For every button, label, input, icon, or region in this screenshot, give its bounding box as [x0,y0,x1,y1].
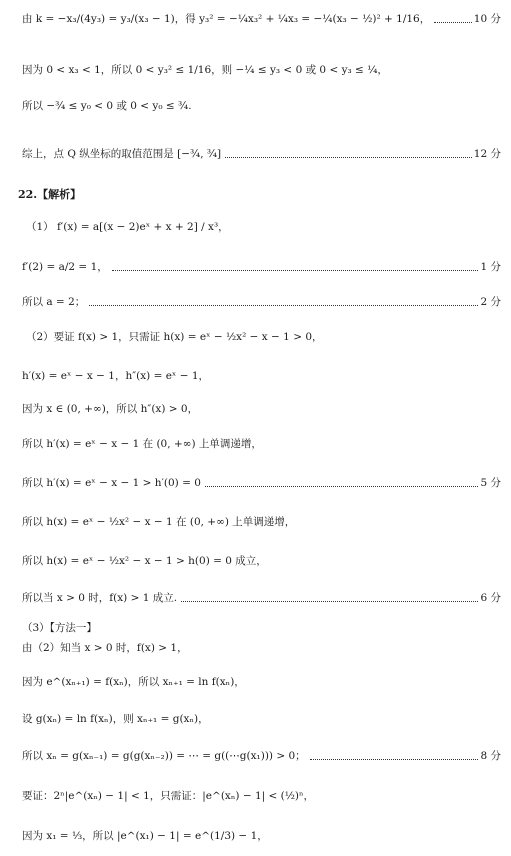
leader-dots [181,594,478,602]
line-text: 所以 −¾ ≤ y₀ < 0 或 0 < y₀ ≤ ¾. [22,100,192,112]
line-text: 所以 h(x) = eˣ − ½x² − x − 1 在 (0, +∞) 上单调递增， [22,516,296,528]
line-text: 因为 0 < x₃ < 1，所以 0 < y₃² ≤ 1/16，则 −¼ ≤ y₃ < 0 或 0 < y₃ ≤ ¼， [22,64,388,76]
line-text: h′(x) = eˣ − x − 1，h″(x) = eˣ − 1， [22,370,210,382]
line-to-prove [22,789,501,803]
line-h-prime-positive [22,476,501,490]
line-define-g [22,712,501,726]
line-text: 要证：2ⁿ|e^(xₙ) − 1| < 1，只需证：|e^(xₙ) − 1| < (½)ⁿ， [22,790,315,802]
leader-dots [225,150,472,158]
line-conclusion [22,147,501,161]
line-part3-heading [22,621,501,635]
line-text: 所以当 x > 0 时，f(x) > 1 成立. [22,592,178,604]
score-label: 2 分 [480,296,501,308]
leader-dots [89,298,478,306]
line-xn-positive [22,749,501,763]
line-recurrence [22,675,501,689]
line-text: （2）要证 f(x) > 1，只需证 h(x) = eˣ − ½x² − x − 1 > 0， [26,331,323,343]
leader-dots [205,479,479,487]
line-h-increasing [22,515,501,529]
line-part2-conclusion [22,591,501,605]
line-text: 所以 h(x) = eˣ − ½x² − x − 1 > h(0) = 0 成立， [22,555,267,567]
line-text: 所以 h′(x) = eˣ − x − 1 在 (0, +∞) 上单调递增， [22,438,262,450]
problem-22-heading [18,186,81,202]
line-text: 由（2）知当 x > 0 时，f(x) > 1， [22,642,188,654]
line-h-prime-increasing [22,437,501,451]
line-text: 设 g(xₙ) = ln f(xₙ)，则 xₙ₊₁ = g(xₙ)， [22,713,209,725]
score-label: 12 分 [473,148,501,160]
line-text: （3）【方法一】 [22,622,97,634]
line-text: 所以 h′(x) = eˣ − x − 1 > h′(0) = 0 [22,477,201,489]
line-h-positive [22,554,501,568]
line-part2-goal [26,330,501,344]
score-label: 10 分 [473,13,501,25]
line-derivative [26,220,501,234]
heading-text: 22.【解析】 [18,188,82,201]
line-text: f′(2) = a/2 = 1， [22,261,108,273]
leader-dots [112,263,479,271]
score-label: 5 分 [480,477,501,489]
line-y3-range [22,63,501,77]
line-text: 所以 xₙ = g(xₙ₋₁) = g(g(xₙ₋₂)) = ⋯ = g((⋯g(x₁))) > 0； [22,750,306,762]
line-x1-value [22,829,501,843]
line-text: 由 k = −x₃/(4y₃) = y₃/(x₃ − 1)，得 y₃² = −¼x₃² + ¼x₃ = −¼(x₃ − ½)² + 1/16， [22,13,431,25]
line-from-part2 [22,641,501,655]
line-y0-range [22,99,501,113]
leader-dots [310,752,479,760]
line-h-derivatives [22,369,501,383]
line-text: （1） f′(x) = a[(x − 2)eˣ + x + 2] / x³， [26,221,229,233]
line-text: 综上，点 Q 纵坐标的取值范围是 [−¾, ¾] [22,148,222,160]
score-label: 6 分 [480,592,501,604]
line-text: 因为 e^(xₙ₊₁) = f(xₙ)，所以 xₙ₊₁ = ln f(xₙ)， [22,676,245,688]
leader-dots [434,15,472,23]
score-label: 8 分 [480,750,501,762]
line-a-value [22,295,501,309]
line-domain [22,402,501,416]
score-label: 1 分 [480,261,501,273]
line-text: 因为 x₁ = ⅓，所以 |e^(x₁) − 1| = e^(1/3) − 1， [22,830,268,842]
line-text: 所以 a = 2； [22,296,86,308]
line-slope-equation [22,12,501,26]
line-text: 因为 x ∈ (0, +∞)，所以 h″(x) > 0， [22,403,199,415]
line-f-prime-2 [22,260,501,274]
